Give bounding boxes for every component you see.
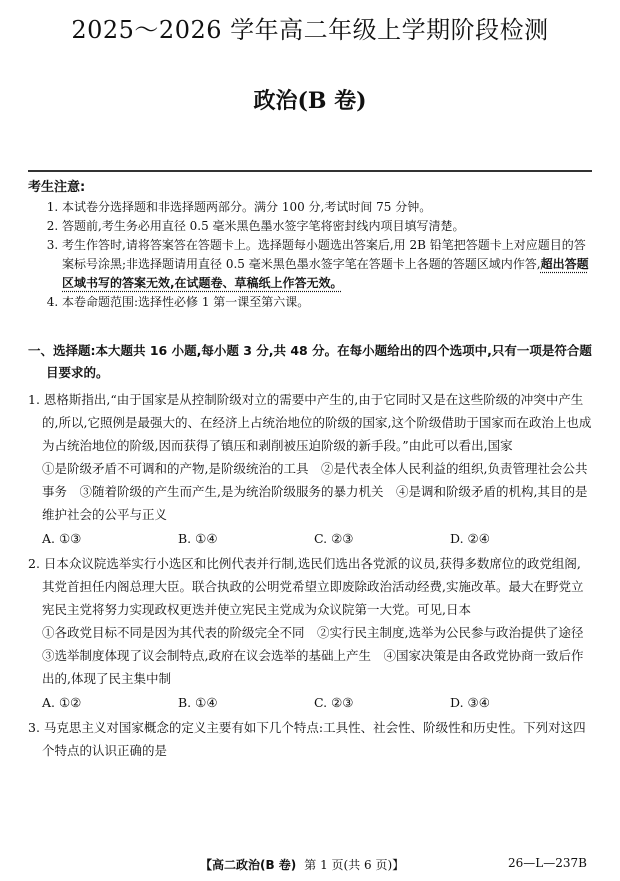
option-a: A. ①②: [42, 695, 82, 710]
question-options: [28, 526, 592, 552]
notice-emphasis: 超出答题区域书写的答案无效,在试题卷、草稿纸上作答无效。: [62, 257, 589, 290]
exam-title: 2025～2026 学年高二年级上学期阶段检测: [71, 16, 549, 44]
notice-item-text: 考生作答时,请将答案答在答题卡上。选择题每小题选出答案后,用 2B 铅笔把答题卡上对应题目的答案标号涂黑;非选择题请用直径 0.5 毫米黑色墨水签字笔在答题卡上各题的答题区域内作答,: [62, 238, 586, 271]
notice-list: [28, 198, 592, 312]
question-stem: 1. 恩格斯指出,“由于国家是从控制阶级对立的需要中产生的,由于它同时又是在这些阶级的冲突中产生的,所以,它照例是最强大的、在经济上占统治地位的阶级的国家,这个阶级借助于国家而在政治上也成为占统治地位的阶级,因而获得了镇压和剥削被压迫阶级的新手段。”由此可以看出,国家: [28, 392, 592, 453]
footer-code: 26—L—237B: [508, 856, 587, 870]
notice-item: [62, 236, 592, 293]
question-options: [28, 690, 592, 716]
notice-item: 2. 答题前,考生务必用直径 0.5 毫米黑色墨水签字笔将密封线内项目填写清楚。: [62, 217, 592, 236]
option-c: C. ②③: [314, 531, 354, 546]
footer-page: 第 1 页(共 6 页)】: [304, 858, 405, 872]
question-list: [28, 388, 596, 762]
option-d: D. ②④: [450, 531, 490, 546]
question-statements: ①是阶级矛盾不可调和的产物,是阶级统治的工具 ②是代表全体人民利益的组织,负责管理社会公共事务 ③随着阶级的产生而产生,是为统治阶级服务的暴力机关 ④是调和阶级矛盾的机构,其目的是维护社会的公平与正义: [42, 461, 588, 522]
question-stem: 2. 日本众议院选举实行小选区和比例代表并行制,选民们选出各党派的议员,获得多数席位的政党组阁,其党首担任内阁总理大臣。联合执政的公明党希望立即废除政治活动经费,实施改革。最大在野党立宪民主党将努力实现政权更迭并使立宪民主党成为众议院第一大党。可见,日本: [28, 556, 584, 617]
notice-item: 4. 本卷命题范围:选择性必修 1 第一课至第六课。: [62, 293, 592, 312]
notice-title: 考生注意:: [28, 180, 86, 195]
option-c: C. ②③: [314, 695, 354, 710]
question-statements: ①各政党目标不同是因为其代表的阶级完全不同 ②实行民主制度,选举为公民参与政治提供了途径 ③选举制度体现了议会制特点,政府在议会选举的基础上产生 ④国家决策是由各政党协商一致后作出的,体现了民主集中制: [42, 625, 596, 686]
question-3: [28, 716, 592, 762]
option-b: B. ①④: [178, 531, 218, 546]
exam-subtitle: 政治(B 卷): [253, 88, 367, 114]
notice-box: [28, 176, 592, 312]
question-2: [28, 552, 596, 716]
section-heading: 一、选择题:本大题共 16 小题,每小题 3 分,共 48 分。在每小题给出的四个选项中,只有一项是符合题目要求的。: [28, 343, 592, 380]
footer-subject: 【高二政治(B 卷): [200, 858, 297, 872]
option-b: B. ①④: [178, 695, 218, 710]
notice-item: 1. 本试卷分选择题和非选择题两部分。满分 100 分,考试时间 75 分钟。: [62, 198, 592, 217]
option-a: A. ①③: [42, 531, 82, 546]
footer-label: [200, 856, 404, 873]
question-1: [28, 388, 592, 552]
divider: [28, 170, 592, 172]
option-d: D. ③④: [450, 695, 490, 710]
question-stem: 3. 马克思主义对国家概念的定义主要有如下几个特点:工具性、社会性、阶级性和历史性。下列对这四个特点的认识正确的是: [28, 720, 586, 758]
